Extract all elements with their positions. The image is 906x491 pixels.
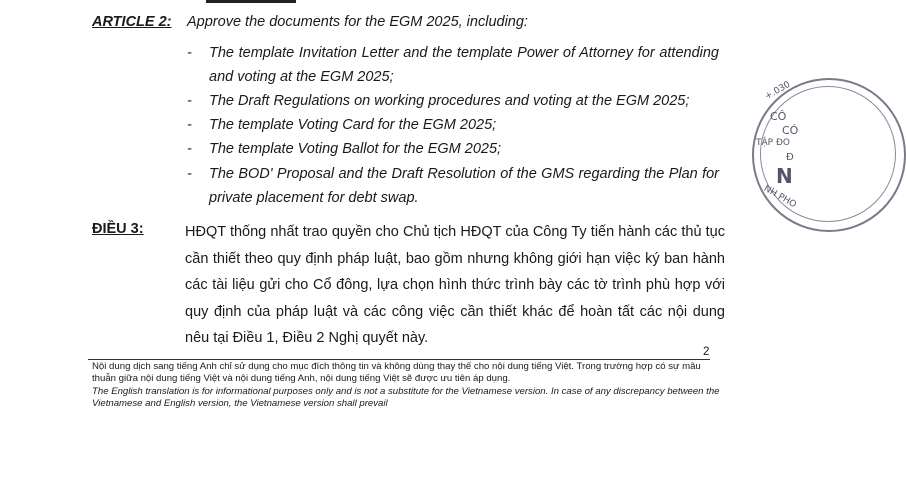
dieu-3-label: ĐIỀU 3: [92, 221, 144, 237]
list-item-text: The template Voting Ballot for the EGM 2025; [209, 141, 502, 157]
bullet-dash: - [187, 93, 192, 109]
footnote-vietnamese: Nội dung dịch sang tiếng Anh chỉ sử dụng cho mục đích thông tin và không dùng thay thế cho nội dung tiếng Việt. Trong trường hợp có sự mâu thuẫn giữa nội dung tiếng Việt và nội dung tiếng Anh, nội dung tiếng Việt sẽ được ưu tiên áp dụng. [92, 361, 701, 384]
footnote-divider [88, 359, 710, 360]
article-2-label: ARTICLE 2: [92, 14, 172, 30]
article-2-intro: Approve the documents for the EGM 2025, including: [187, 14, 528, 30]
seal-ring-text: +.030 [763, 79, 793, 103]
list-item-text: The template Voting Card for the EGM 2025; [209, 117, 497, 133]
page-number: 2 [703, 346, 710, 358]
seal-line: TẬP ĐO [756, 138, 791, 148]
dieu-3-text: HĐQT thống nhất trao quyền cho Chủ tịch HĐQT của Công Ty tiến hành các thủ tục cần thiết theo quy định pháp luật, bao gồm nhưng không giới hạn việc ký ban hành các tài liệu gửi cho Cổ đông, lựa chọn hình thức trình bày các tờ trình phù hợp với quy định của pháp luật và các công việc cần thiết khác để hoàn tất các nội dung nêu tại Điều 1, Điều 2 Nghị quyết này. [185, 224, 725, 346]
company-seal-stamp [752, 78, 906, 232]
seal-line: CÓ [782, 124, 799, 137]
footnote-english: The English translation is for informational purposes only and is not a substitute for the Vietnamese version. In case of any discrepancy between the Vietnamese and English version, the Vietnamese version shall prevail [92, 386, 720, 409]
seal-line: Đ [786, 152, 794, 163]
bullet-dash: - [187, 141, 192, 157]
bullet-dash: - [187, 45, 192, 61]
bullet-dash: - [187, 117, 192, 133]
seal-line: N [776, 164, 793, 188]
list-item-text: The Draft Regulations on working procedures and voting at the EGM 2025; [209, 93, 690, 109]
seal-line: CÔ [770, 110, 787, 123]
list-item-text: The template Invitation Letter and the template Power of Attorney for attending and voting at the EGM 2025; [209, 45, 719, 85]
list-item-text: The BOD' Proposal and the Draft Resolution of the GMS regarding the Plan for private placement for debt swap. [209, 166, 719, 206]
list-item [187, 41, 727, 89]
bullet-dash: - [187, 166, 192, 182]
top-edge-fragment [206, 0, 296, 3]
seal-bottom-text: NH PHO [761, 183, 798, 211]
